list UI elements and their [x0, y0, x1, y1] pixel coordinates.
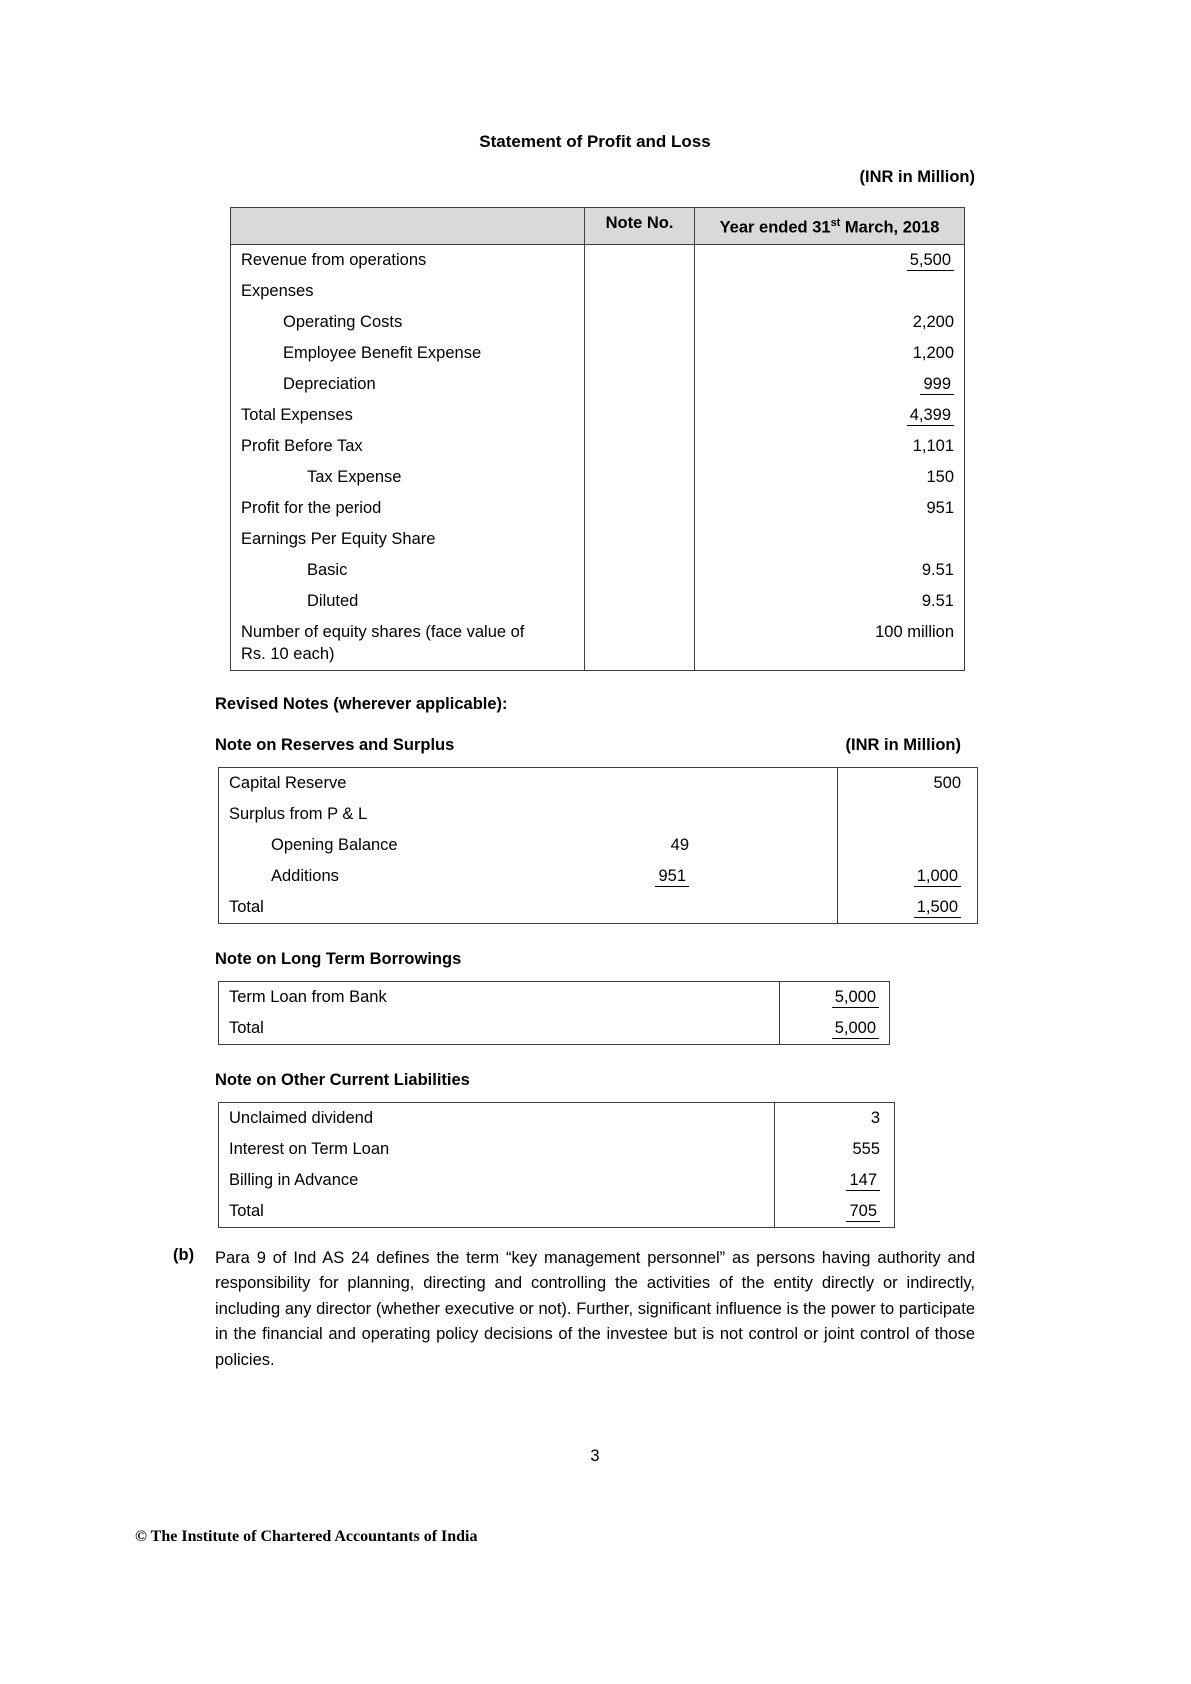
value-text: 9.51	[921, 560, 954, 579]
table-row	[219, 768, 977, 799]
paragraph-b-label: (b)	[173, 1245, 195, 1264]
value-text: 4,399	[907, 406, 954, 426]
row-label	[219, 1103, 774, 1134]
table-row	[231, 338, 964, 369]
row-label	[231, 524, 584, 555]
value-text: 5,000	[832, 1019, 879, 1039]
borrowings-note-heading: Note on Long Term Borrowings	[215, 949, 462, 968]
liabilities-table	[218, 1102, 895, 1228]
row-label	[231, 276, 584, 307]
table-row	[231, 586, 964, 617]
label-text: Basic	[307, 560, 348, 579]
row-value	[837, 830, 977, 861]
table-body	[231, 245, 964, 670]
table-row	[219, 799, 977, 830]
row-value	[837, 861, 977, 892]
value-text: 1,500	[914, 898, 961, 918]
label-text: Opening Balance	[271, 835, 398, 854]
value-text: 951	[926, 498, 954, 517]
mid-value-text: 49	[670, 835, 689, 854]
value-text: 100 million	[875, 622, 954, 641]
page-number: 3	[590, 1447, 600, 1465]
reserves-table	[218, 767, 978, 924]
row-label	[219, 1165, 774, 1196]
row-note-cell	[584, 462, 694, 493]
table-row	[231, 493, 964, 524]
row-label	[219, 1196, 774, 1227]
reserves-note-heading: Note on Reserves and Surplus	[215, 735, 455, 754]
header-note-no: Note No.	[584, 208, 694, 244]
row-label	[231, 307, 584, 338]
liabilities-note-heading: Note on Other Current Liabilities	[215, 1070, 470, 1089]
row-value	[694, 524, 964, 555]
label-text: Interest on Term Loan	[229, 1139, 390, 1158]
borrowings-table	[218, 981, 890, 1045]
label-text: Total	[229, 897, 264, 916]
row-label	[219, 892, 587, 923]
row-note-cell	[584, 586, 694, 617]
value-text: 147	[846, 1171, 880, 1191]
row-value	[774, 1103, 894, 1134]
row-label	[219, 768, 587, 799]
table-row	[219, 1134, 894, 1165]
row-value	[837, 799, 977, 830]
row-label	[231, 431, 584, 462]
table-row	[231, 555, 964, 586]
row-mid-value	[587, 861, 837, 892]
table-row	[231, 276, 964, 307]
label-text: Surplus from P & L	[229, 804, 368, 823]
year-prefix: Year ended 31	[719, 218, 831, 237]
table-row	[219, 1103, 894, 1134]
value-text: 3	[870, 1108, 880, 1127]
year-suffix: March, 2018	[840, 218, 940, 237]
label-text: Depreciation	[283, 374, 376, 393]
label-text: Diluted	[307, 591, 359, 610]
currency-note-reserves: (INR in Million)	[845, 735, 961, 754]
row-value	[694, 276, 964, 307]
currency-note-top: (INR in Million)	[859, 168, 975, 186]
table-row	[219, 861, 977, 892]
table-header-row	[231, 208, 964, 245]
table-row	[231, 524, 964, 555]
label-text: Tax Expense	[307, 467, 402, 486]
row-label	[231, 338, 584, 369]
row-note-cell	[584, 307, 694, 338]
row-label	[219, 861, 587, 892]
row-label	[219, 830, 587, 861]
row-value	[694, 431, 964, 462]
row-value	[694, 462, 964, 493]
label-text: Billing in Advance	[229, 1170, 359, 1189]
label-text: Profit for the period	[241, 498, 382, 517]
value-text: 705	[846, 1202, 880, 1222]
value-text: 5,000	[832, 988, 879, 1008]
label-text: Profit Before Tax	[241, 436, 363, 455]
row-value	[694, 617, 964, 670]
year-superscript: st	[830, 217, 841, 229]
header-blank-cell	[231, 208, 584, 244]
row-label	[231, 462, 584, 493]
row-value	[694, 400, 964, 431]
table-row	[219, 1196, 894, 1227]
table-row	[231, 307, 964, 338]
table-row	[231, 245, 964, 276]
row-value	[774, 1196, 894, 1227]
row-note-cell	[584, 524, 694, 555]
row-label	[231, 493, 584, 524]
table-row	[219, 830, 977, 861]
label-text: Capital Reserve	[229, 773, 347, 792]
value-text: 555	[852, 1139, 880, 1158]
row-value	[779, 1013, 889, 1044]
value-text: 2,200	[912, 312, 954, 331]
revised-notes-heading: Revised Notes (wherever applicable):	[215, 694, 508, 713]
label-text: Additions	[271, 866, 339, 885]
row-value	[779, 982, 889, 1013]
table-row	[219, 1013, 889, 1044]
mid-value-text: 951	[655, 867, 689, 887]
label-text: Total	[229, 1201, 264, 1220]
paragraph-b-text: Para 9 of Ind AS 24 defines the term “key management personnel” as persons having authority and responsibility for planning, directing and controlling the activities of the entity directly or indirectly, including any director (whether executive or not). Further, significant influence is the power to participate in the financial and operating policy decisions of the investee but is not control or joint control of those policies.	[215, 1248, 975, 1369]
row-label	[219, 1013, 779, 1044]
value-text: 5,500	[907, 251, 954, 271]
profit-and-loss-table	[230, 207, 965, 671]
page-title: Statement of Profit and Loss	[479, 132, 711, 151]
value-text: 9.51	[921, 591, 954, 610]
row-mid-value	[587, 830, 837, 861]
value-text: 1,000	[914, 867, 961, 887]
row-note-cell	[584, 400, 694, 431]
row-value	[694, 493, 964, 524]
row-mid-value	[587, 799, 837, 830]
table-row	[231, 369, 964, 400]
row-value	[694, 307, 964, 338]
row-note-cell	[584, 369, 694, 400]
value-text: 999	[920, 375, 954, 395]
table-row	[231, 462, 964, 493]
label-text: Term Loan from Bank	[229, 987, 387, 1006]
row-value	[837, 892, 977, 923]
label-text: Employee Benefit Expense	[283, 343, 482, 362]
row-label	[231, 617, 584, 670]
row-value	[837, 768, 977, 799]
row-note-cell	[584, 555, 694, 586]
value-text: 500	[933, 773, 961, 792]
value-text: 1,200	[912, 343, 954, 362]
value-text: 1,101	[912, 436, 954, 455]
row-note-cell	[584, 338, 694, 369]
content-area	[173, 132, 975, 1466]
label-text: Operating Costs	[283, 312, 403, 331]
table-row	[231, 400, 964, 431]
table-row	[231, 617, 964, 670]
row-note-cell	[584, 431, 694, 462]
row-label	[231, 400, 584, 431]
row-note-cell	[584, 493, 694, 524]
row-value	[694, 245, 964, 276]
copyright-footer: © The Institute of Chartered Accountants of India	[135, 1528, 478, 1545]
paragraph-b	[173, 1245, 975, 1374]
table-row	[219, 982, 889, 1013]
label-text: Total	[229, 1018, 264, 1037]
row-value	[694, 555, 964, 586]
label-text: Total Expenses	[241, 405, 353, 424]
label-text: Earnings Per Equity Share	[241, 529, 436, 548]
table-row	[219, 892, 977, 923]
row-value	[694, 369, 964, 400]
row-label	[231, 586, 584, 617]
row-mid-value	[587, 768, 837, 799]
row-label	[231, 245, 584, 276]
row-label	[219, 1134, 774, 1165]
row-value	[774, 1165, 894, 1196]
row-value	[694, 338, 964, 369]
table-row	[219, 1165, 894, 1196]
row-label	[219, 799, 587, 830]
row-label	[219, 982, 779, 1013]
label-text: Unclaimed dividend	[229, 1108, 373, 1127]
row-label	[231, 555, 584, 586]
header-year-ended	[694, 208, 964, 244]
label-text: Revenue from operations	[241, 250, 427, 269]
label-text: Expenses	[241, 281, 314, 300]
row-mid-value	[587, 892, 837, 923]
row-note-cell	[584, 276, 694, 307]
row-note-cell	[584, 617, 694, 670]
row-value	[694, 586, 964, 617]
row-label	[231, 369, 584, 400]
row-value	[774, 1134, 894, 1165]
label-text: Number of equity shares (face value of Rs. 10 each)	[241, 622, 525, 663]
value-text: 150	[926, 467, 954, 486]
row-note-cell	[584, 245, 694, 276]
reserves-heading-line	[215, 736, 975, 755]
table-row	[231, 431, 964, 462]
